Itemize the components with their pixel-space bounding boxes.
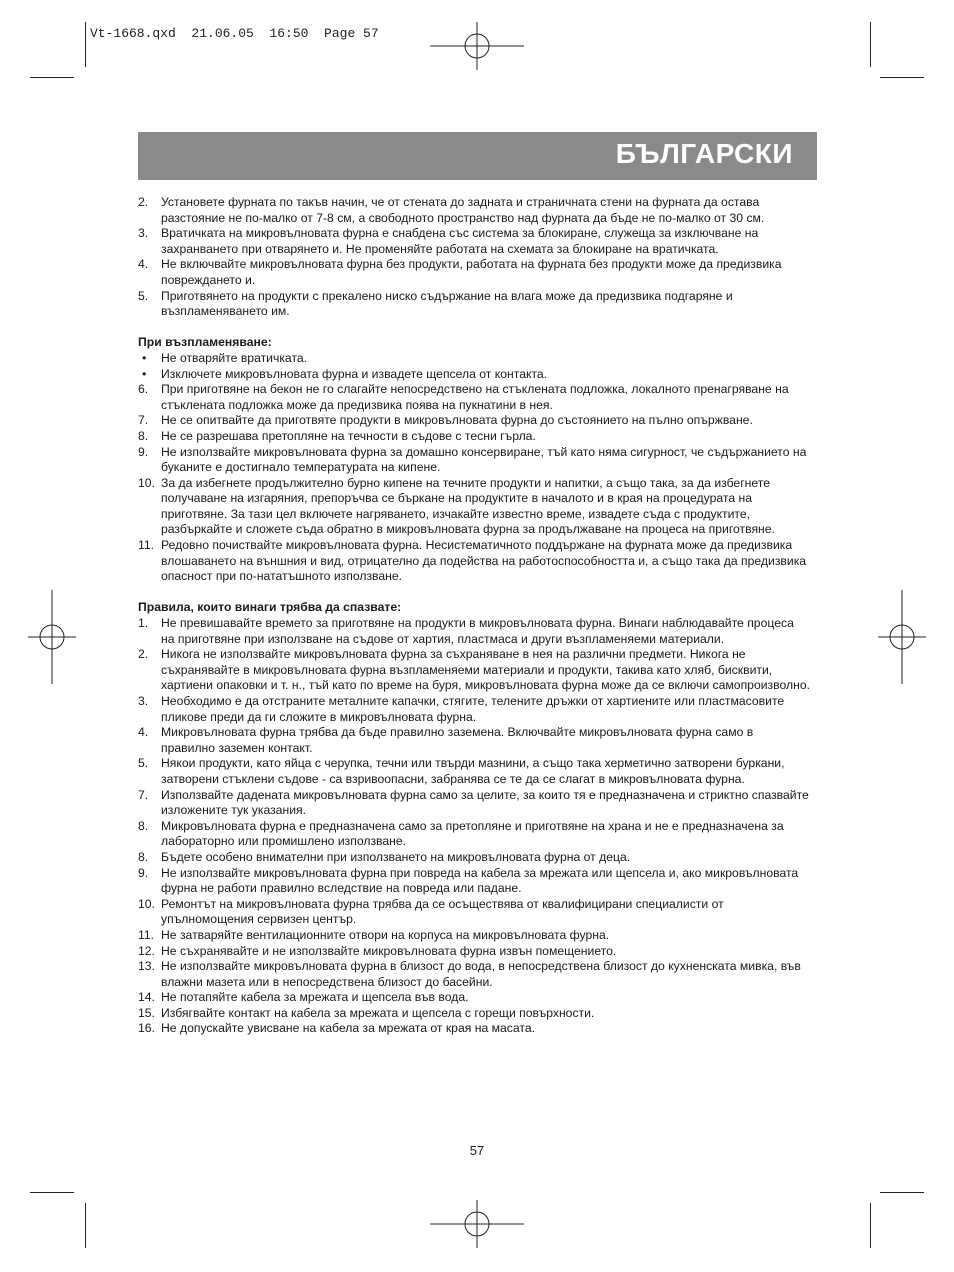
item-text: Ремонтът на микровълновата фурна трябва да се осъществява от квалифицирани специалисти от упълномощения сервизен център. (161, 896, 724, 927)
item-number: 3. (138, 694, 149, 708)
list-item (138, 413, 810, 429)
item-text: За да избегнете продължително бурно кипене на течните продукти и напитки, а също така, за да избегнете получаване на изгаряния, препоръчва се бъркане на продуктите в началото и в края на процедурата на приготвяне. За тази цел включете нагряването, изчакайте известно време, извадете съда с продуктите, разбъркайте и сложете съда обратно в микровълновата фурна за продължаване на процеса на приготвяне. (161, 475, 775, 537)
item-text: Микровълновата фурна е предназначена само за претопляне и приготвяне на храна и не е предназначена за лабораторно или промишлено използване. (161, 818, 784, 849)
fire-list (138, 351, 810, 585)
list-item (138, 850, 810, 866)
item-number: 4. (138, 725, 149, 740)
item-text: Не превишавайте времето за приготвяне на продукти в микровълновата фурна. Винаги наблюдавайте процеса на приготвяне при използване на съдове от хартия, пластмаса и други възпламеняеми материали. (161, 616, 794, 646)
list-item (138, 429, 810, 445)
item-number: 16. (138, 1021, 155, 1036)
registration-mark-left (28, 590, 76, 684)
list-item (138, 694, 810, 725)
rules-list (138, 616, 810, 1037)
list-item (138, 616, 810, 647)
crop-mark (880, 1192, 924, 1193)
item-number: 2. (138, 647, 149, 662)
item-number: 9. (138, 444, 149, 459)
list-item (138, 897, 810, 928)
item-number: 5. (138, 756, 149, 771)
list-item (138, 928, 810, 944)
page-number: 57 (469, 1143, 485, 1158)
item-text: Изключете микровълновата фурна и извадете щепсела от контакта. (161, 366, 548, 381)
rules-heading: Правила, които винаги трябва да спазвате: (138, 600, 402, 615)
item-text: При приготвяне на бекон не го слагайте непосредствено на стъклената подложка, локалното пренагряване на стъклената подложка може да предизвика поява на пукнатини в нея. (161, 382, 789, 412)
list-item (138, 647, 810, 694)
item-number: 6. (138, 382, 149, 397)
crop-mark (870, 22, 871, 67)
item-number: 4. (138, 257, 149, 272)
item-number: 13. (138, 959, 155, 974)
item-number: 14. (138, 990, 155, 1005)
list-item (138, 476, 810, 538)
item-text: Установете фурната по такъв начин, че от стената до задната и страничната стени на фурната да остава разстояние не по-малко от 7-8 см, а свободното пространство над фурната да бъде не по-малко от 30 см. (161, 195, 765, 225)
item-text: Не използвайте микровълновата фурна за домашно консервиране, тъй като няма сигурност, че съдържанието на буканите е достигнало температурата на кипене. (161, 444, 807, 475)
list-item (138, 226, 810, 257)
list-item (138, 1021, 810, 1037)
list-item (138, 990, 810, 1006)
crop-mark (880, 77, 924, 78)
manual-content (138, 195, 810, 1037)
list-item (138, 1006, 810, 1022)
item-text: Избягвайте контакт на кабела за мрежата и щепсела с горещи повърхности. (161, 1005, 595, 1020)
item-number: 12. (138, 943, 155, 958)
item-number: 9. (138, 865, 149, 880)
item-text: Не се разрешава претопляне на течности в съдове с тесни гърла. (161, 428, 536, 443)
list-item (138, 445, 810, 476)
registration-mark-bottom (430, 1200, 524, 1248)
item-text: Не съхранявайте и не използвайте микровълновата фурна извън помещението. (161, 943, 617, 958)
language-banner (138, 132, 817, 180)
intro-list (138, 195, 810, 320)
list-item (138, 195, 810, 226)
item-text: Бъдете особено внимателни при използването на микровълновата фурна от деца. (161, 849, 631, 864)
bullet: • (142, 366, 147, 381)
list-item (138, 725, 810, 756)
item-number: 3. (138, 226, 149, 241)
print-slug: Vt-1668.qxd 21.06.05 16:50 Page 57 (90, 26, 379, 41)
list-item (138, 788, 810, 819)
crop-mark (85, 1203, 86, 1248)
item-text: Някои продукти, като яйца с черупка, течни или твърди мазнини, а също така херметично затворени буркани, затворени стъклени съдове - са взривоопасни, забранява се те да се слагат в микровълновата фурна. (161, 756, 785, 786)
list-item (138, 257, 810, 288)
item-text: Вратичката на микровълновата фурна е снабдена със система за блокиране, служеща за изключване на захранването при отварянето и. Не променяйте работата на схемата за блокиране на вратичката. (161, 226, 759, 256)
item-number: 15. (138, 1005, 155, 1020)
item-number: 8. (138, 818, 149, 833)
item-text: Използвайте дадената микровълновата фурна само за целите, за които тя е предназначена и стриктно спазвайте изложените тук указания. (161, 787, 809, 818)
page-title: БЪЛГАРСКИ (615, 138, 793, 169)
item-text: Не се опитвайте да приготвяте продукти в микровълновата фурна до състоянието на пълно опържване. (161, 413, 753, 428)
bullet-item (138, 367, 810, 383)
registration-mark-top (430, 22, 524, 70)
item-number: 10. (138, 475, 155, 490)
item-text: Никога не използвайте микровълновата фурна за съхраняване в нея на различни предмети. Никога не съхранявайте в микровълновата фурна възпламеняеми материали и продукти, такива като хляб, бисквити, хартиени опаковки и т. н., тъй като по време на буря, микровълновата фурна може да се включи самопроизволно. (161, 647, 810, 693)
item-text: Не потапяйте кабела за мрежата и щепсела във вода. (161, 990, 469, 1005)
item-number: 1. (138, 616, 149, 631)
item-text: Не затваряйте вентилационните отвори на корпуса на микровълновата фурна. (161, 927, 610, 942)
list-item (138, 959, 810, 990)
list-item (138, 866, 810, 897)
item-text: Необходимо е да отстраните металните капачки, стягите, телените дръжки от хартиените или пластмасовите пликове преди да ги сложите в микровълновата фурна. (161, 694, 785, 724)
item-text: Не използвайте микровълновата фурна при повреда на кабела за мрежата или щепсела и, ако микровълновата фурна не работи правилно вследствие на повреда или падане. (161, 865, 799, 896)
registration-mark-right (878, 590, 926, 684)
item-number: 10. (138, 896, 155, 911)
list-item (138, 538, 810, 585)
item-text: Микровълновата фурна трябва да бъде правилно заземена. Включвайте микровълновата фурна само в правилно заземен контакт. (161, 725, 754, 755)
item-number: 11. (138, 538, 155, 553)
item-number: 11. (138, 927, 155, 942)
item-number: 7. (138, 787, 149, 802)
list-item (138, 289, 810, 320)
list-item (138, 819, 810, 850)
bullet-item (138, 351, 810, 367)
crop-mark (870, 1203, 871, 1248)
item-text: Редовно почиствайте микровълновата фурна. Несистематичното поддържане на фурната може да предизвика влошаването на външния и вид, отрицателно да подейства на работоспособността и, а също така да предизвика опасност при по-нататъшното използване. (161, 538, 807, 584)
list-item (138, 756, 810, 787)
bullet: • (142, 350, 147, 365)
item-number: 7. (138, 413, 149, 428)
list-item (138, 382, 810, 413)
item-text: Приготвянето на продукти с прекалено ниско съдържание на влага може да предизвика подгаряне и възпламеняването им. (161, 288, 733, 319)
item-text: Не включвайте микровълновата фурна без продукти, работата на фурната без продукти може да предизвика повреждането и. (161, 257, 782, 287)
item-number: 2. (138, 195, 149, 209)
item-text: Не използвайте микровълновата фурна в близост до вода, в непосредствена близост до кухненската мивка, във влажни мазета или в непосредствена близост до басейни. (161, 959, 801, 989)
item-number: 8. (138, 849, 149, 864)
fire-heading: При възпламеняване: (138, 335, 272, 350)
crop-mark (85, 22, 86, 67)
crop-mark (30, 77, 74, 78)
item-number: 5. (138, 288, 149, 303)
list-item (138, 944, 810, 960)
item-number: 8. (138, 428, 149, 443)
item-text: Не отваряйте вратичката. (161, 350, 308, 365)
item-text: Не допускайте увисване на кабела за мрежата от края на масата. (161, 1021, 535, 1036)
crop-mark (30, 1192, 74, 1193)
